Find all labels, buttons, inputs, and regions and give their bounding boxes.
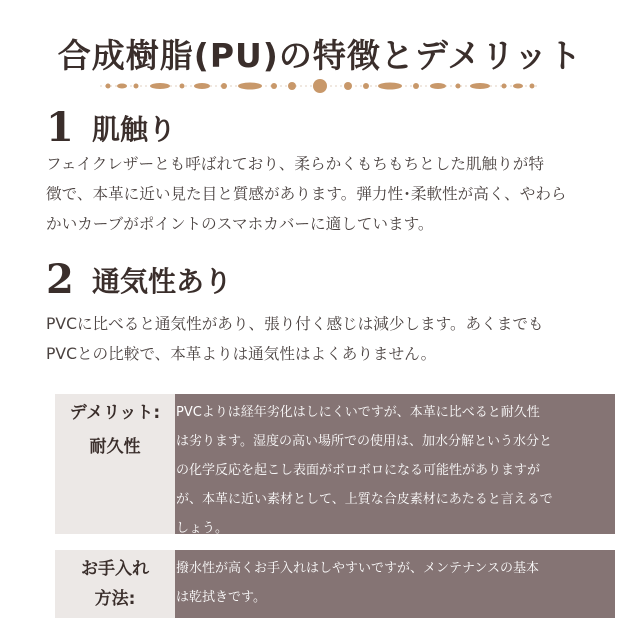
note-label bbox=[55, 394, 175, 534]
note-line: が、本革に近い素材として、上質な合皮素材にあたると言えるで bbox=[176, 492, 553, 507]
note-line: は劣ります。湿度の高い場所での使用は、加水分解という水分と bbox=[176, 434, 552, 449]
note-text bbox=[176, 554, 606, 612]
section-body-breathability bbox=[46, 309, 606, 369]
ornamental-divider bbox=[100, 78, 540, 94]
section-body-texture bbox=[46, 149, 606, 239]
body-line: かいカーブがポイントのスマホカバーに適しています。 bbox=[46, 215, 434, 233]
note-line: 撥水性が高くお手入れはしやすいですが、メンテナンスの基本 bbox=[176, 561, 539, 576]
note-label bbox=[55, 550, 175, 618]
note-box-care bbox=[55, 550, 615, 618]
section-number: 2 bbox=[46, 256, 74, 303]
body-line: PVCとの比較で、本革よりは通気性はよくありません。 bbox=[46, 345, 437, 363]
section-title: 通気性あり bbox=[92, 265, 233, 298]
body-line: PVCに比べると通気性があり、張り付く感じは減少します。あくまでも bbox=[46, 315, 544, 333]
note-label-line: 耐久性 bbox=[89, 437, 141, 457]
section-heading-texture bbox=[46, 106, 176, 150]
note-box-durability bbox=[55, 394, 615, 534]
section-number: 1 bbox=[46, 104, 74, 151]
section-title: 肌触り bbox=[92, 113, 177, 146]
note-text bbox=[176, 398, 606, 543]
page-title: 合成樹脂(PU)の特徴とデメリット bbox=[57, 36, 583, 75]
note-line: は乾拭きです。 bbox=[176, 590, 266, 605]
note-line: PVCよりは経年劣化はしにくいですが、本革に比べると耐久性 bbox=[176, 405, 540, 420]
body-line: 徴で、本革に近い見た目と質感があります。弾力性･柔軟性が高く、やわら bbox=[46, 185, 567, 203]
section-heading-breathability bbox=[46, 258, 232, 302]
note-line: の化学反応を起こし表面がボロボロになる可能性がありますが bbox=[176, 463, 541, 478]
note-label-line: 方法: bbox=[94, 589, 136, 609]
note-line: しょう。 bbox=[176, 521, 229, 536]
body-line: フェイクレザーとも呼ばれており、柔らかくもちもちとした肌触りが特 bbox=[46, 155, 544, 173]
note-label-line: デメリット: bbox=[69, 403, 161, 423]
note-label-line: お手入れ bbox=[81, 559, 149, 579]
